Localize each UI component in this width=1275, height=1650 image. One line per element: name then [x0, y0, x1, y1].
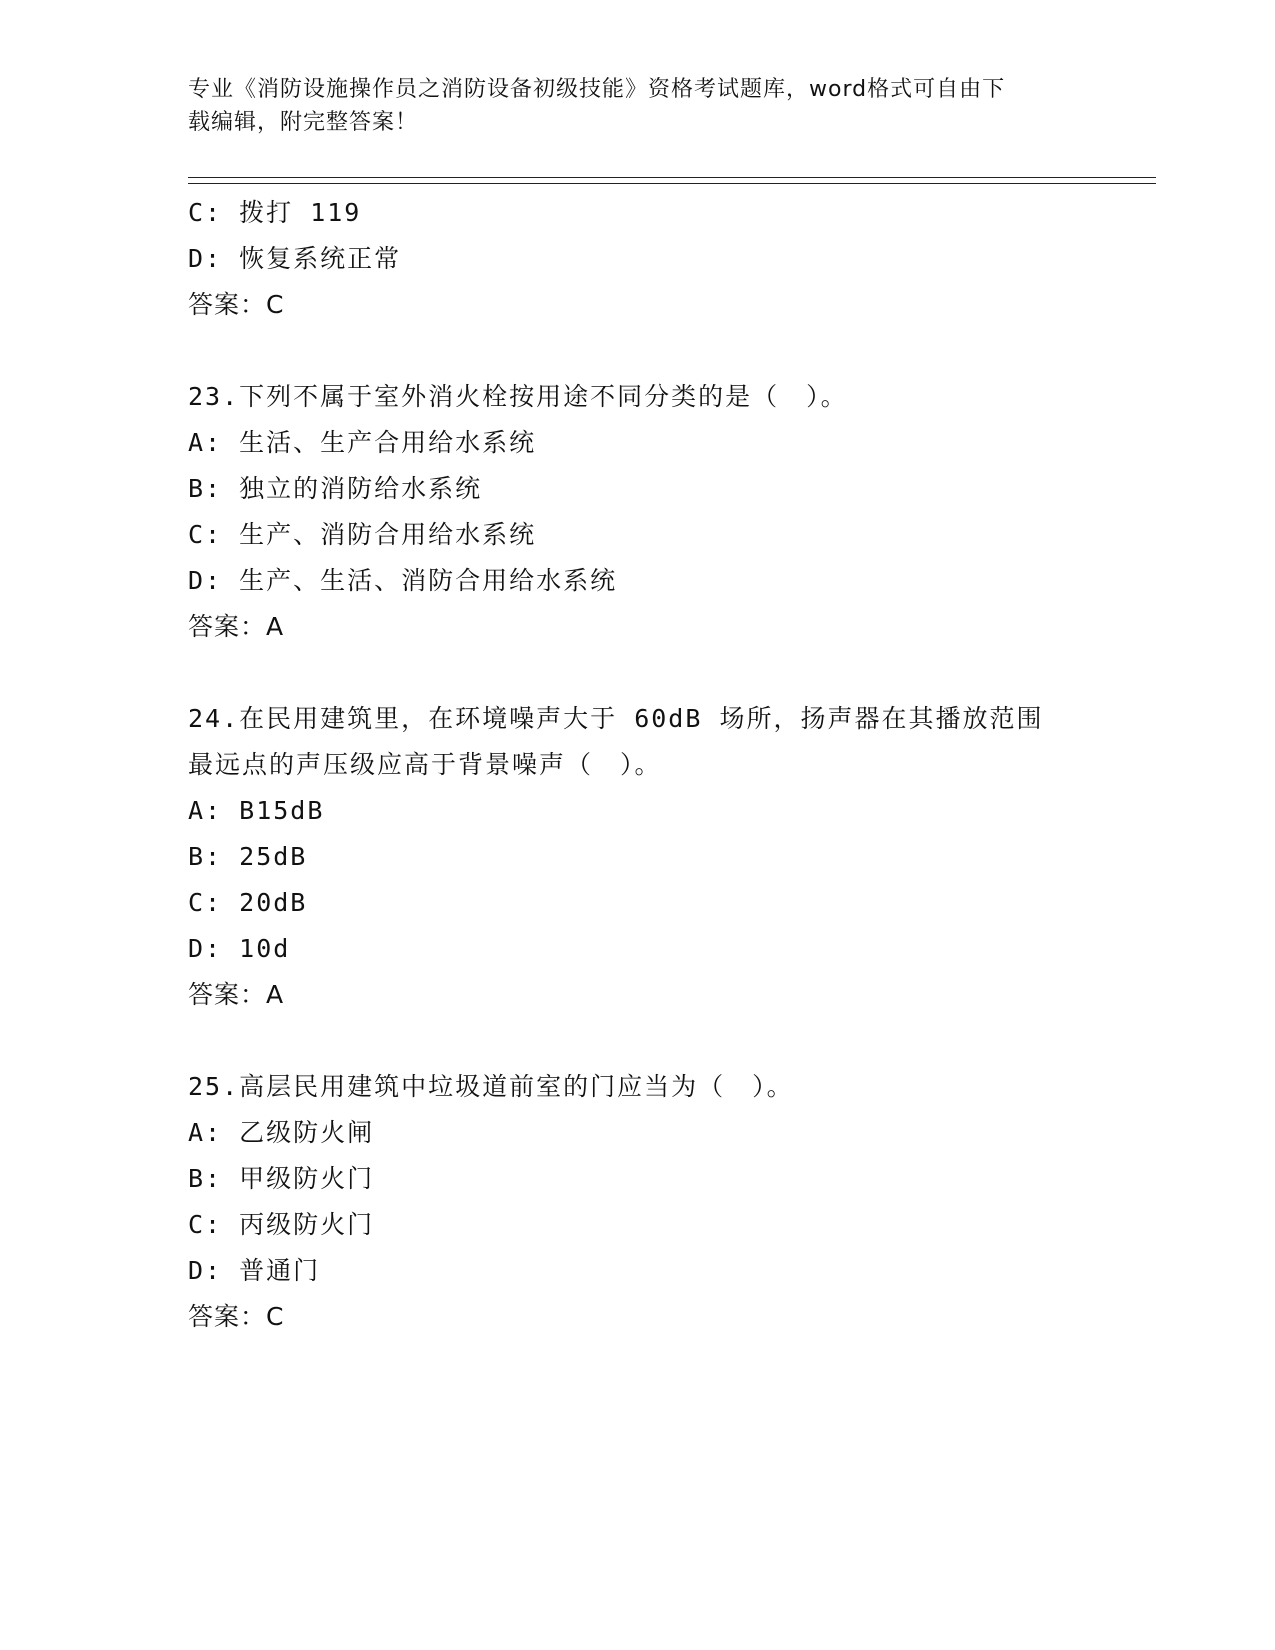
- option-c: C: 生产、消防合用给水系统: [188, 520, 537, 549]
- question-list: [188, 190, 1088, 1340]
- answer-line: 答案：A: [188, 612, 285, 641]
- question-stem: 25.高层民用建筑中垃圾道前室的门应当为（ ）。: [188, 1072, 794, 1101]
- option-a: A: 乙级防火闸: [188, 1118, 375, 1147]
- option-a: A: 生活、生产合用给水系统: [188, 428, 537, 457]
- option-a: A: B15dB: [188, 796, 325, 825]
- question-stem: 23.下列不属于室外消火栓按用途不同分类的是（ ）。: [188, 382, 848, 411]
- answer-line: 答案：C: [188, 1302, 285, 1331]
- question-22-continued: [188, 190, 1088, 328]
- document-header: [188, 73, 1078, 139]
- question-23: [188, 374, 1088, 650]
- question-25: [188, 1064, 1088, 1340]
- option-d: D: 普通门: [188, 1256, 321, 1285]
- header-divider-bottom: [188, 183, 1156, 184]
- question-stem-continued: 最远点的声压级应高于背景噪声（ ）。: [188, 750, 662, 779]
- option-d: D: 10d: [188, 934, 291, 963]
- answer-line: 答案：A: [188, 980, 285, 1009]
- option-c: C: 拨打 119: [188, 198, 362, 227]
- option-b: B: 甲级防火门: [188, 1164, 375, 1193]
- header-line-1: 专业《消防设施操作员之消防设备初级技能》资格考试题库，word格式可自由下: [188, 77, 1006, 102]
- option-c: C: 丙级防火门: [188, 1210, 375, 1239]
- option-c: C: 20dB: [188, 888, 308, 917]
- question-24: [188, 696, 1088, 1018]
- option-b: B: 独立的消防给水系统: [188, 474, 483, 503]
- option-b: B: 25dB: [188, 842, 308, 871]
- header-line-2: 载编辑，附完整答案！: [188, 110, 419, 135]
- header-divider-top: [188, 177, 1156, 178]
- answer-line: 答案：C: [188, 290, 285, 319]
- option-d: D: 恢复系统正常: [188, 244, 402, 273]
- question-stem: 24.在民用建筑里，在环境噪声大于 60dB 场所，扬声器在其播放范围: [188, 704, 1044, 733]
- option-d: D: 生产、生活、消防合用给水系统: [188, 566, 618, 595]
